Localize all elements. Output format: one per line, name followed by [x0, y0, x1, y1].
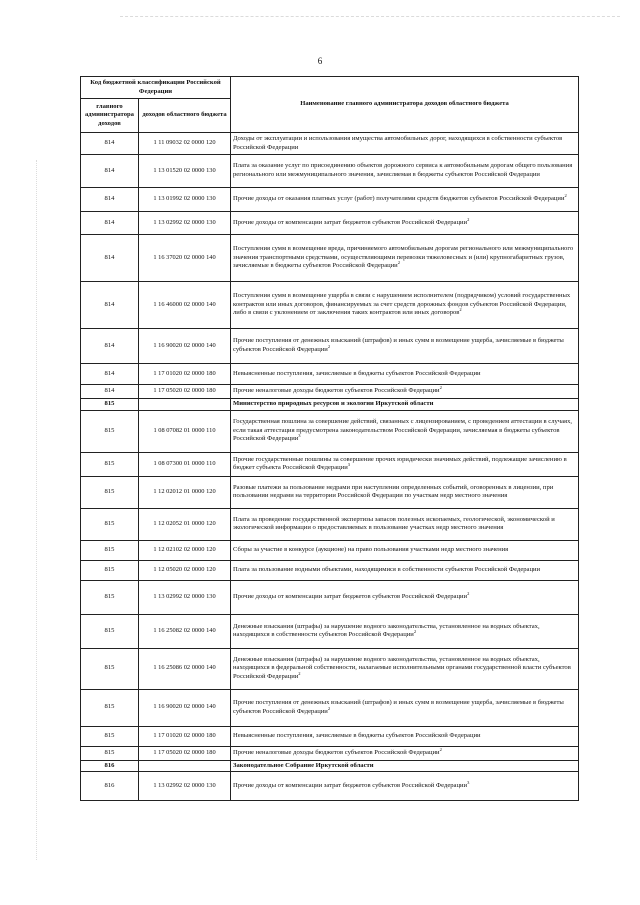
- revenue-name-text: Прочие неналоговые доходы бюджетов субъектов Российской Федерации: [233, 387, 440, 395]
- table-row: [81, 726, 579, 746]
- admin-code-cell: 815: [81, 614, 139, 648]
- revenue-name-cell: [231, 689, 579, 726]
- revenue-name-text: Прочие доходы от оказания платных услуг (работ) получателями средств бюджетов субъектов Российской Федерации: [233, 195, 565, 203]
- revenue-name-text: Прочие государственные пошлины за совершение прочих юридически значимых действий, подлежащие зачислению в бюджет субъекта Российской Федерации: [233, 455, 567, 472]
- revenue-code-cell: 1 16 25082 02 0000 140: [139, 614, 231, 648]
- revenue-name-text: Денежные взыскания (штрафы) за нарушение водного законодательства, установленное на водных объектах, находящихся в собственности субъектов Российской Федерации: [233, 622, 540, 639]
- revenue-name-cell: [231, 133, 579, 155]
- footnote-marker: 2: [413, 628, 417, 634]
- revenue-name-text: Прочие поступления от денежных взысканий (штрафов) и иных сумм в возмещение ущерба, зачисляемые в бюджеты субъектов Российской Федерации: [233, 337, 564, 353]
- revenue-code-cell: 1 17 05020 02 0000 180: [139, 746, 231, 760]
- revenue-name-text: Плата за оказание услуг по присоединению объектов дорожного сервиса к автомобильным дорогам общего пользования регионального или межмуниципального значения, зачисляемая в бюджеты субъектов Российской Федерации: [233, 162, 573, 178]
- table-row: [81, 614, 579, 648]
- revenue-name-cell: [231, 452, 579, 476]
- admin-code-cell: 815: [81, 410, 139, 452]
- revenue-name-text: Невыясненные поступления, зачисляемые в бюджеты субъектов Российской Федерации: [233, 369, 481, 377]
- revenue-name-text: Разовые платежи за пользование недрами при наступлении определенных событий, оговоренных в лицензии, при пользовании недрами на территории Российской Федерации по участкам недр местного значения: [233, 483, 554, 500]
- admin-code-cell: 814: [81, 155, 139, 188]
- admin-code-cell: 815: [81, 508, 139, 540]
- revenue-name-cell: [231, 760, 579, 772]
- table-row: [81, 452, 579, 476]
- table-row: [81, 385, 579, 399]
- revenue-name-text: Плата за пользование водными объектами, находящимися в собственности субъектов Российской Федерации: [233, 565, 541, 573]
- revenue-code-cell: 1 16 25086 02 0000 140: [139, 648, 231, 689]
- table-row: [81, 476, 579, 508]
- header-administrator-name: Наименование главного администратора доходов областного бюджета: [231, 77, 579, 133]
- revenue-code-cell: 1 08 07300 01 0000 110: [139, 452, 231, 476]
- revenue-code-cell: 1 08 07082 01 0000 110: [139, 410, 231, 452]
- table-row: [81, 410, 579, 452]
- section-row: [81, 399, 579, 411]
- revenue-name-text: Доходы от эксплуатации и использования имущества автомобильных дорог, находящихся в собственности субъектов Российской Федерации: [233, 134, 563, 151]
- table-row: [81, 212, 579, 235]
- revenue-name-cell: [231, 772, 579, 801]
- revenue-code-cell: 1 13 02992 02 0000 130: [139, 212, 231, 235]
- admin-code-cell: 815: [81, 746, 139, 760]
- revenue-name-cell: [231, 540, 579, 560]
- table-row: [81, 188, 579, 212]
- revenue-name-cell: [231, 282, 579, 329]
- revenue-code-cell: 1 16 46000 02 0000 140: [139, 282, 231, 329]
- footnote-marker: 2: [439, 385, 442, 391]
- admin-code-cell: 815: [81, 540, 139, 560]
- revenue-name-text: Прочие неналоговые доходы бюджетов субъектов Российской Федерации: [233, 748, 440, 756]
- scan-artifact-line: [120, 16, 620, 17]
- footnote-marker: 3: [347, 461, 350, 467]
- revenue-code-cell: 1 12 05020 02 0000 120: [139, 560, 231, 580]
- admin-code-cell: 815: [81, 648, 139, 689]
- revenue-code-cell: 1 13 01520 02 0000 130: [139, 155, 231, 188]
- revenue-name-cell: [231, 560, 579, 580]
- footnote-marker: 3: [298, 433, 301, 439]
- admin-code-cell: 814: [81, 235, 139, 282]
- admin-code-cell: 815: [81, 580, 139, 614]
- revenue-code-cell: 1 16 37020 02 0000 140: [139, 235, 231, 282]
- admin-code-cell: 814: [81, 385, 139, 399]
- revenue-code-cell: 1 17 01020 02 0000 180: [139, 726, 231, 746]
- admin-code-cell: 814: [81, 364, 139, 385]
- table-row: [81, 235, 579, 282]
- revenue-code-cell: 1 17 01020 02 0000 180: [139, 364, 231, 385]
- table-row: [81, 648, 579, 689]
- revenue-code-cell: [139, 399, 231, 411]
- revenue-code-cell: 1 12 02012 01 0000 120: [139, 476, 231, 508]
- admin-code-cell: 815: [81, 689, 139, 726]
- admin-code-cell: 814: [81, 212, 139, 235]
- budget-classification-table: [80, 76, 579, 801]
- header-code-group: Код бюджетной классификации Российской Федерации: [81, 77, 231, 99]
- admin-code-cell: 815: [81, 452, 139, 476]
- revenue-name-cell: [231, 235, 579, 282]
- revenue-name-cell: [231, 188, 579, 212]
- admin-code-cell: 814: [81, 329, 139, 364]
- revenue-code-cell: [139, 760, 231, 772]
- header-admin-code: главного администратора доходов: [81, 99, 139, 133]
- revenue-name-cell: [231, 476, 579, 508]
- footnote-marker: 2: [467, 590, 470, 596]
- table-row: [81, 133, 579, 155]
- section-row: [81, 760, 579, 772]
- footnote-marker: 2: [298, 670, 301, 676]
- table-body: [81, 133, 579, 801]
- revenue-name-text: Денежные взыскания (штрафы) за нарушение водного законодательства, установленное на водных объектах, находящихся в федеральной собственности, налагаемые исполнительными органами государственной власти субъектов Российской Федерации: [233, 655, 571, 680]
- admin-code-cell: 814: [81, 133, 139, 155]
- footnote-marker: 2: [397, 260, 400, 266]
- revenue-name-cell: [231, 155, 579, 188]
- revenue-name-cell: [231, 726, 579, 746]
- footnote-marker: 2: [439, 746, 442, 752]
- revenue-code-cell: 1 11 09032 02 0000 120: [139, 133, 231, 155]
- revenue-name-text: Поступления сумм в возмещение ущерба в связи с нарушением исполнителем (подрядчиком) условий государственных контрактов или иных договоров, финансируемых за счет средств дорожных фондов субъектов Российской Федерации, либо в связи с уклонением от заключения таких контрактов или иных договоров: [233, 292, 571, 317]
- revenue-name-text: Сборы за участие в конкурсе (аукционе) на право пользования участками недр местного значения: [233, 545, 509, 553]
- revenue-code-cell: 1 16 90020 02 0000 140: [139, 329, 231, 364]
- revenue-name-text: Прочие поступления от денежных взысканий (штрафов) и иных сумм в возмещение ущерба, зачисляемые в бюджеты субъектов Российской Федерации: [233, 699, 564, 715]
- revenue-name-cell: [231, 212, 579, 235]
- footnote-marker: 2: [327, 343, 331, 349]
- revenue-name-cell: [231, 580, 579, 614]
- footnote-marker: 3: [467, 779, 470, 785]
- page-number: 6: [317, 56, 323, 66]
- admin-code-cell: 816: [81, 760, 139, 772]
- admin-code-cell: 815: [81, 560, 139, 580]
- revenue-name-text: Государственная пошлина за совершение действий, связанных с лицензированием, с проведением аттестации в случаях, если такая аттестация предусмотрена законодательством Российской Федерации, зачисляемая в бюджеты субъектов Российской Федерации: [233, 418, 573, 443]
- admin-code-cell: 814: [81, 188, 139, 212]
- revenue-code-cell: 1 13 02992 02 0000 130: [139, 772, 231, 801]
- revenue-name-cell: [231, 746, 579, 760]
- revenue-name-cell: [231, 508, 579, 540]
- revenue-name-text: Поступления сумм в возмещение вреда, причиняемого автомобильным дорогам регионального или межмуниципального значения транспортными средствами, осуществляющими перевозки тяжеловесных и (или) крупногабаритных грузов, зачисляемые в бюджеты субъектов Российской Федерации: [233, 245, 574, 270]
- revenue-code-cell: 1 13 02992 02 0000 130: [139, 580, 231, 614]
- header-revenue-code: доходов областного бюджета: [139, 99, 231, 133]
- admin-code-cell: 814: [81, 282, 139, 329]
- admin-code-cell: 816: [81, 772, 139, 801]
- revenue-code-cell: 1 16 90020 02 0000 140: [139, 689, 231, 726]
- revenue-name-text: Невыясненные поступления, зачисляемые в бюджеты субъектов Российской Федерации: [233, 731, 481, 739]
- revenue-name-cell: [231, 329, 579, 364]
- footnote-marker: 2: [459, 307, 462, 313]
- table-row: [81, 508, 579, 540]
- revenue-name-text: Прочие доходы от компенсации затрат бюджетов субъектов Российской Федерации: [233, 218, 468, 226]
- table-row: [81, 560, 579, 580]
- revenue-name-cell: [231, 385, 579, 399]
- table-row: [81, 540, 579, 560]
- table-row: [81, 689, 579, 726]
- revenue-name-text: Законодательное Собрание Иркутской области: [233, 761, 374, 769]
- footnote-marker: 2: [564, 193, 567, 199]
- table-row: [81, 155, 579, 188]
- admin-code-cell: 815: [81, 476, 139, 508]
- revenue-name-text: Прочие доходы от компенсации затрат бюджетов субъектов Российской Федерации: [233, 781, 468, 789]
- revenue-name-cell: [231, 648, 579, 689]
- revenue-code-cell: 1 17 05020 02 0000 180: [139, 385, 231, 399]
- revenue-name-cell: [231, 410, 579, 452]
- table-row: [81, 282, 579, 329]
- table-row: [81, 329, 579, 364]
- table-header: [81, 77, 579, 133]
- revenue-name-text: Министерство природных ресурсов и экологии Иркутской области: [233, 400, 434, 407]
- revenue-name-cell: [231, 614, 579, 648]
- table-row: [81, 772, 579, 801]
- footnote-marker: 2: [467, 216, 470, 222]
- admin-code-cell: 815: [81, 399, 139, 411]
- table-row: [81, 746, 579, 760]
- table-row: [81, 580, 579, 614]
- revenue-code-cell: 1 12 02052 01 0000 120: [139, 508, 231, 540]
- revenue-code-cell: 1 12 02102 02 0000 120: [139, 540, 231, 560]
- revenue-name-cell: [231, 399, 579, 411]
- revenue-code-cell: 1 13 01992 02 0000 130: [139, 188, 231, 212]
- admin-code-cell: 815: [81, 726, 139, 746]
- revenue-name-text: Прочие доходы от компенсации затрат бюджетов субъектов Российской Федерации: [233, 592, 468, 600]
- revenue-name-text: Плата за проведение государственной экспертизы запасов полезных ископаемых, геологической, экономической и экологической информации о предоставляемых в пользование участках недр местного значения: [233, 515, 555, 532]
- revenue-name-cell: [231, 364, 579, 385]
- scan-margin-line: [36, 160, 37, 860]
- footnote-marker: 2: [327, 705, 331, 711]
- table-row: [81, 364, 579, 385]
